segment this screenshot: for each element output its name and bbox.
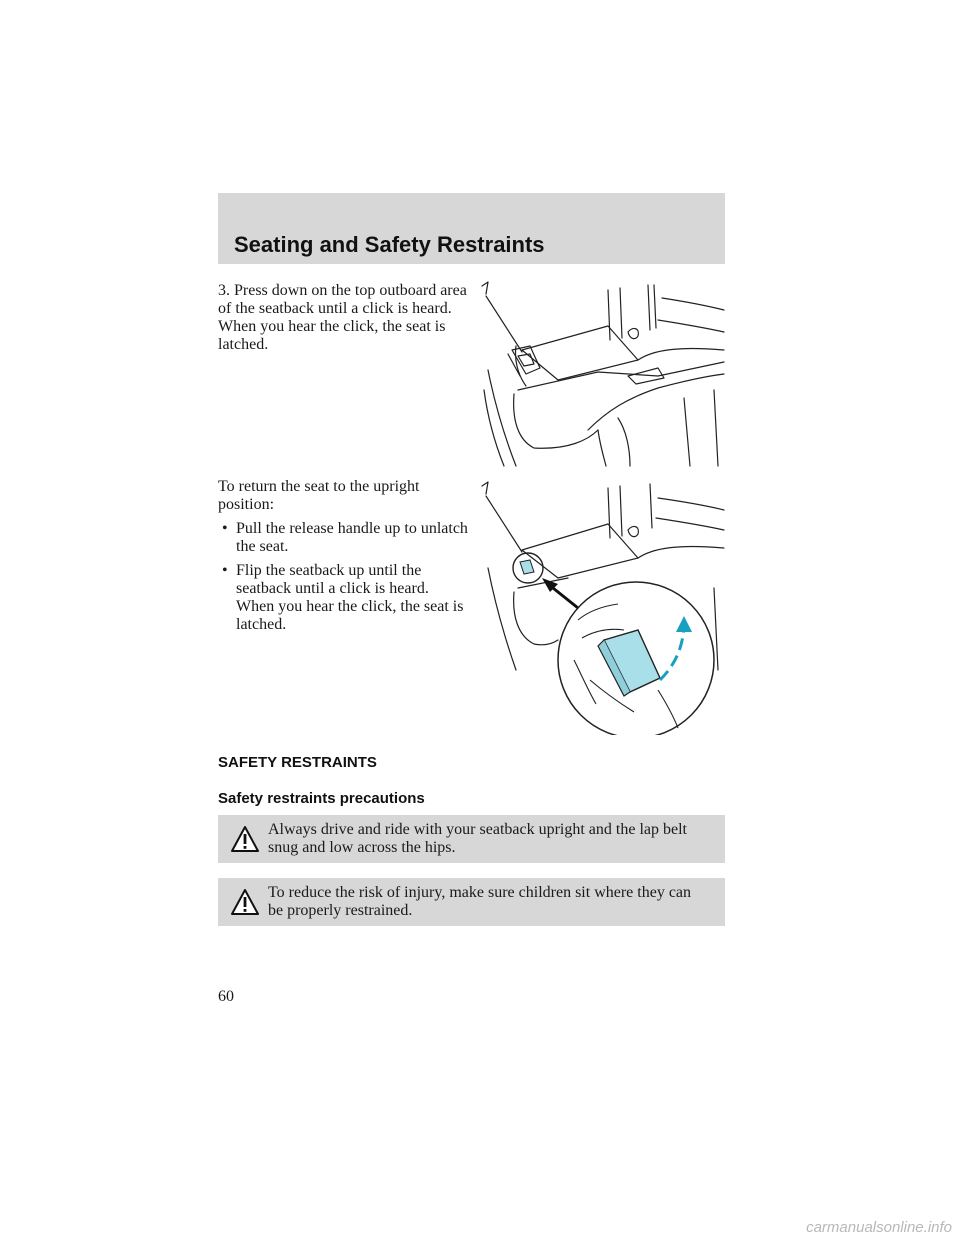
watermark[interactable]: carmanualsonline.info bbox=[806, 1219, 952, 1236]
list-item: • Pull the release handle up to unlatch the seat. bbox=[218, 520, 468, 556]
warning-triangle-icon bbox=[230, 825, 260, 853]
section-subheading: Safety restraints precautions bbox=[218, 790, 425, 807]
folded-seat-illustration bbox=[478, 280, 726, 470]
release-handle-illustration bbox=[478, 480, 726, 735]
warning-text: Always drive and ride with your seatback upright and the lap belt snug and low across the hips. bbox=[268, 821, 687, 856]
warning-box bbox=[218, 815, 725, 863]
return-upright-steps bbox=[218, 520, 468, 634]
page-number: 60 bbox=[218, 988, 234, 1005]
warning-text: To reduce the risk of injury, make sure children sit where they can be properly restrained. bbox=[268, 884, 692, 919]
list-item: • Flip the seatback up until the seatback until a click is heard. When you hear the click, the seat is latched. bbox=[218, 562, 468, 634]
section-title: Seating and Safety Restraints bbox=[234, 232, 545, 257]
warning-triangle-icon bbox=[230, 888, 260, 916]
section-heading: SAFETY RESTRAINTS bbox=[218, 754, 377, 771]
return-upright-section bbox=[218, 478, 468, 640]
warning-box bbox=[218, 878, 725, 926]
step-3-paragraph: 3. Press down on the top outboard area of the seatback until a click is heard. When you hear the click, the seat is latched. bbox=[218, 282, 467, 353]
return-upright-intro: To return the seat to the upright position: bbox=[218, 478, 420, 513]
